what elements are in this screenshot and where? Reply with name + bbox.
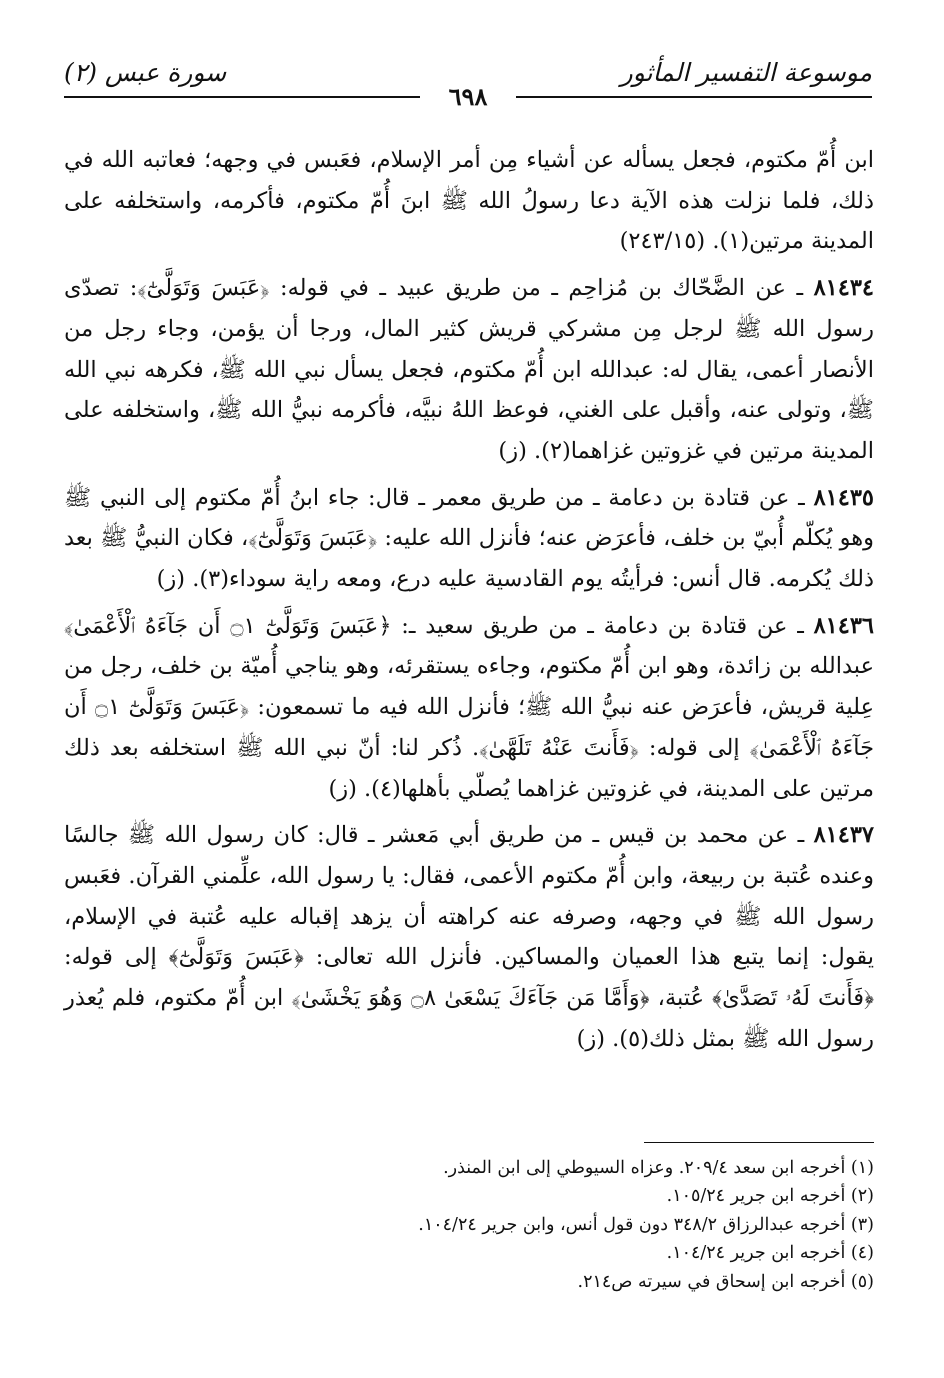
paragraph-text: ـ عن قتادة بن دعامة ـ من طريق سعيد ـ: ﴿عَبَسَ وَتَوَلَّىٰٓ ۝١ أَن جَآءَهُ ٱلْأَعْمَىٰ﴾ عبدالله بن زائدة، وهو ابن أُمّ مكتوم، وجاءه يستقرئه، وهو يناجي أُميّة بن خلف، رجل من عِلية قريش، فأعرَض عنه نبيُّ الله ﷺ؛ فأنزل الله فيه ما تسمعون: ﴿عَبَسَ وَتَوَلَّىٰٓ ۝١ أَن جَآءَهُ ٱلْأَعْمَىٰ﴾ إلى قوله: ﴿فَأَنتَ عَنْهُ تَلَهَّىٰ﴾. ذُكر لنا: أنّ نبي الله ﷺ استخلفه بعد ذلك مرتين على المدينة، في غزوتين غزاهما يُصلّي بأهلها(٤). (ز) — [64, 612, 874, 802]
narration-81434 — [64, 268, 874, 472]
paragraph-text: ـ عن الضَّحّاك بن مُزاحِم ـ من طريق عبيد ـ في قوله: ﴿عَبَسَ وَتَوَلَّىٰٓ﴾: تصدّى رسول الله ﷺ لرجل مِن مشركي قريش كثير المال، ورجا أن يؤمن، وجاء رجل من الأنصار أعمى، يقال له: عبدالله ابن أُمّ مكتوم، فجعل يسأل نبي الله ﷺ، فكرهه نبي الله ﷺ، وتولى عنه، وأقبل على الغني، فوعظ اللهُ نبيَّه، فأكرمه نبيُّ الله ﷺ، واستخلفه على المدينة مرتين في غزوتين غزاهما(٢). (ز) — [64, 275, 874, 464]
narration-81437 — [64, 815, 874, 1059]
narration-81435 — [64, 478, 874, 600]
narration-number: ٨١٤٣٧ — [813, 822, 874, 849]
paragraph-text: ـ عن محمد بن قيس ـ من طريق أبي مَعشر ـ قال: كان رسول الله ﷺ جالسًا وعنده عُتبة بن ربيعة، وابن أُمّ مكتوم الأعمى، فقال: يا رسول الله، علِّمني القرآن. فعَبس رسول الله ﷺ في وجهه، وصرفه عنه كراهته أن يزهد إقباله عليه عُتبة في الإسلام، يقول: إنما يتبع هذا العميان والمساكين. فأنزل الله تعالى: ﴿عَبَسَ وَتَوَلَّىٰٓ﴾ إلى قوله: ﴿فَأَنتَ لَهُۥ تَصَدَّىٰ﴾ عُتبة، ﴿وَأَمَّا مَن جَآءَكَ يَسْعَىٰ ۝٨ وَهُوَ يَخْشَىٰ﴾ ابن أُمّ مكتوم، فلم يُعذر رسول الله ﷺ بمثل ذلك(٥). (ز) — [64, 822, 874, 1052]
narration-number: ٨١٤٣٥ — [813, 484, 874, 511]
book-title: موسوعة التفسير المأثور — [620, 58, 872, 87]
footnote-5: (٥) أخرجه ابن إسحاق في سيرته ص٢١٤. — [577, 1271, 874, 1292]
footnote-2: (٢) أخرجه ابن جرير ١٠٥/٢٤. — [666, 1186, 874, 1207]
footnote-4: (٤) أخرجه ابن جرير ١٠٤/٢٤. — [666, 1243, 874, 1264]
main-text — [64, 140, 874, 1059]
narration-number: ٨١٤٣٤ — [813, 275, 874, 302]
surah-label: سورة عبس (٢) — [64, 58, 227, 87]
footnote-1: (١) أخرجه ابن سعد ٢٠٩/٤. وعزاه السيوطي إلى ابن المنذر. — [443, 1158, 874, 1178]
paragraph-text: ـ عن قتادة بن دعامة ـ من طريق معمر ـ قال: جاء ابنُ أُمّ مكتوم إلى النبي ﷺ وهو يُكلّم أُبيّ بن خلف، فأعرَض عنه؛ فأنزل الله عليه: ﴿عَبَسَ وَتَوَلَّىٰٓ﴾، فكان النبيُّ ﷺ بعد ذلك يُكرمه. قال أنس: فرأيتُه يوم القادسية عليه درع، ومعه راية سوداء(٣). (ز) — [64, 484, 874, 593]
paragraph-text: ابن أُمّ مكتوم، فجعل يسأله عن أشياء مِن أمر الإسلام، فعَبس في وجهه؛ فعاتبه الله في ذلك، فلما نزلت هذه الآية دعا رسولُ الله ﷺ ابنَ أُمّ مكتوم، فأكرمه، واستخلفه على المدينة مرتين(١). (٢٤٣/١٥) — [64, 147, 874, 255]
footnote-rule — [644, 1142, 874, 1143]
page-number: ٦٩٨ — [420, 84, 516, 110]
running-header — [64, 48, 872, 111]
paragraph-continuation — [64, 140, 874, 262]
footnotes — [64, 1154, 874, 1296]
narration-81436 — [64, 606, 874, 810]
narration-number: ٨١٤٣٦ — [813, 612, 874, 639]
footnote-3: (٣) أخرجه عبدالرزاق ٣٤٨/٢ دون قول أنس، وابن جرير ١٠٤/٢٤. — [418, 1214, 874, 1235]
